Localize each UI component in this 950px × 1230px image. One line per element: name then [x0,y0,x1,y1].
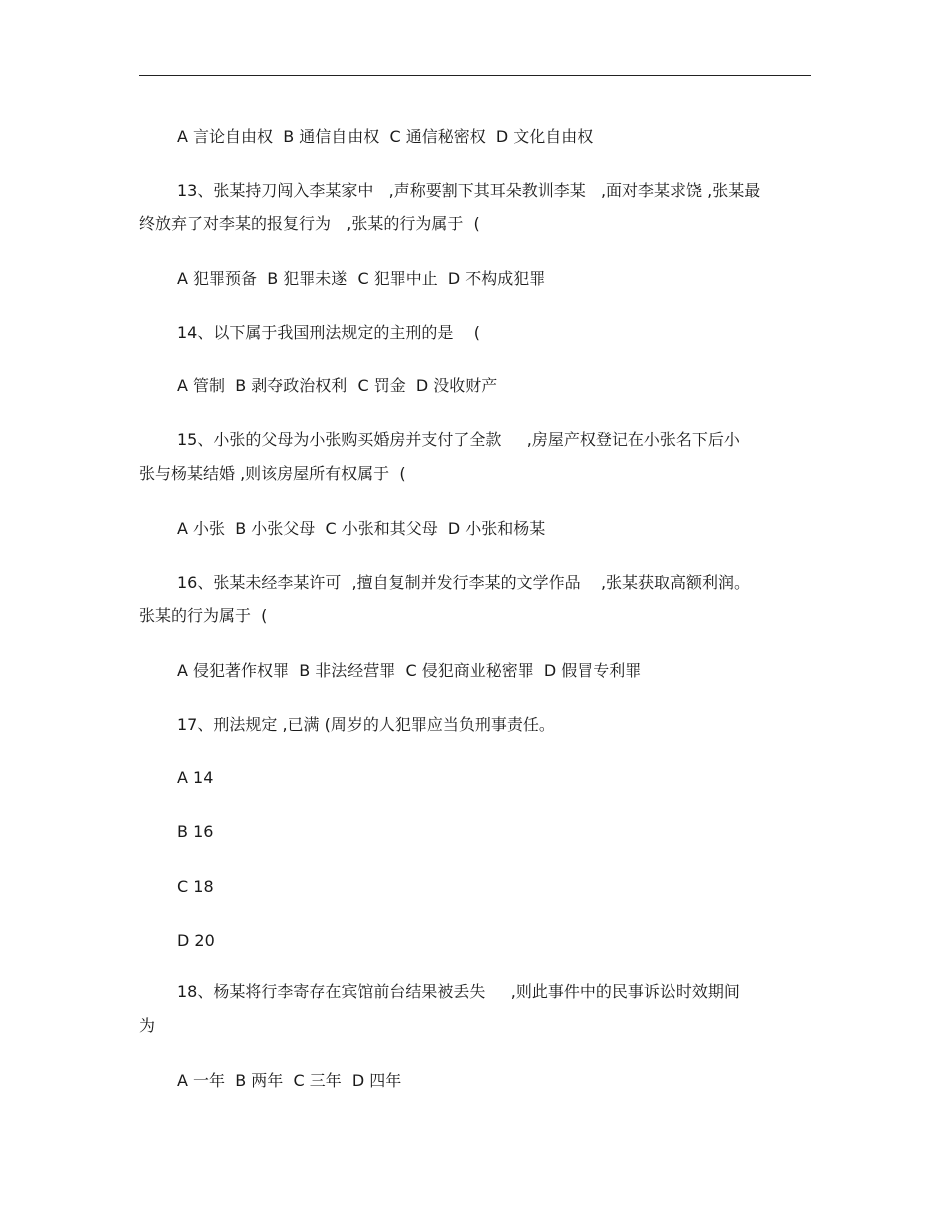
q17-option-a: A 14 [177,768,214,787]
q13-text-line1: 13、张某持刀闯入李某家中 ,声称要割下其耳朵教训李某 ,面对李某求饶 ,张某最 [177,181,761,200]
q18-text-line2: 为 [139,1016,156,1035]
q16-options: A 侵犯著作权罪 B 非法经营罪 C 侵犯商业秘密罪 D 假冒专利罪 [177,661,642,680]
q16-text-line2: 张某的行为属于 ( [139,606,268,625]
q18-options: A 一年 B 两年 C 三年 D 四年 [177,1071,402,1090]
header-rule [139,75,811,76]
q15-text-line2: 张与杨某结婚 ,则该房屋所有权属于 ( [139,464,406,483]
q15-text-line1: 15、小张的父母为小张购买婚房并支付了全款 ,房屋产权登记在小张名下后小 [177,430,740,449]
q17-option-c: C 18 [177,877,214,896]
q15-options: A 小张 B 小张父母 C 小张和其父母 D 小张和杨某 [177,519,546,538]
q16-text-line1: 16、张某未经李某许可 ,擅自复制并发行李某的文学作品 ,张某获取高额利润。 [177,573,751,592]
q13-options: A 犯罪预备 B 犯罪未遂 C 犯罪中止 D 不构成犯罪 [177,269,546,288]
q12-options: A 言论自由权 B 通信自由权 C 通信秘密权 D 文化自由权 [177,127,594,146]
q14-text: 14、以下属于我国刑法规定的主刑的是 ( [177,323,480,342]
q17-option-d: D 20 [177,931,215,950]
q18-text-line1: 18、杨某将行李寄存在宾馆前台结果被丢失 ,则此事件中的民事诉讼时效期间 [177,982,740,1001]
q17-option-b: B 16 [177,822,214,841]
q13-text-line2: 终放弃了对李某的报复行为 ,张某的行为属于 ( [139,214,480,233]
q14-options: A 管制 B 剥夺政治权利 C 罚金 D 没收财产 [177,376,498,395]
q17-text: 17、刑法规定 ,已满 (周岁的人犯罪应当负刑事责任。 [177,715,555,734]
